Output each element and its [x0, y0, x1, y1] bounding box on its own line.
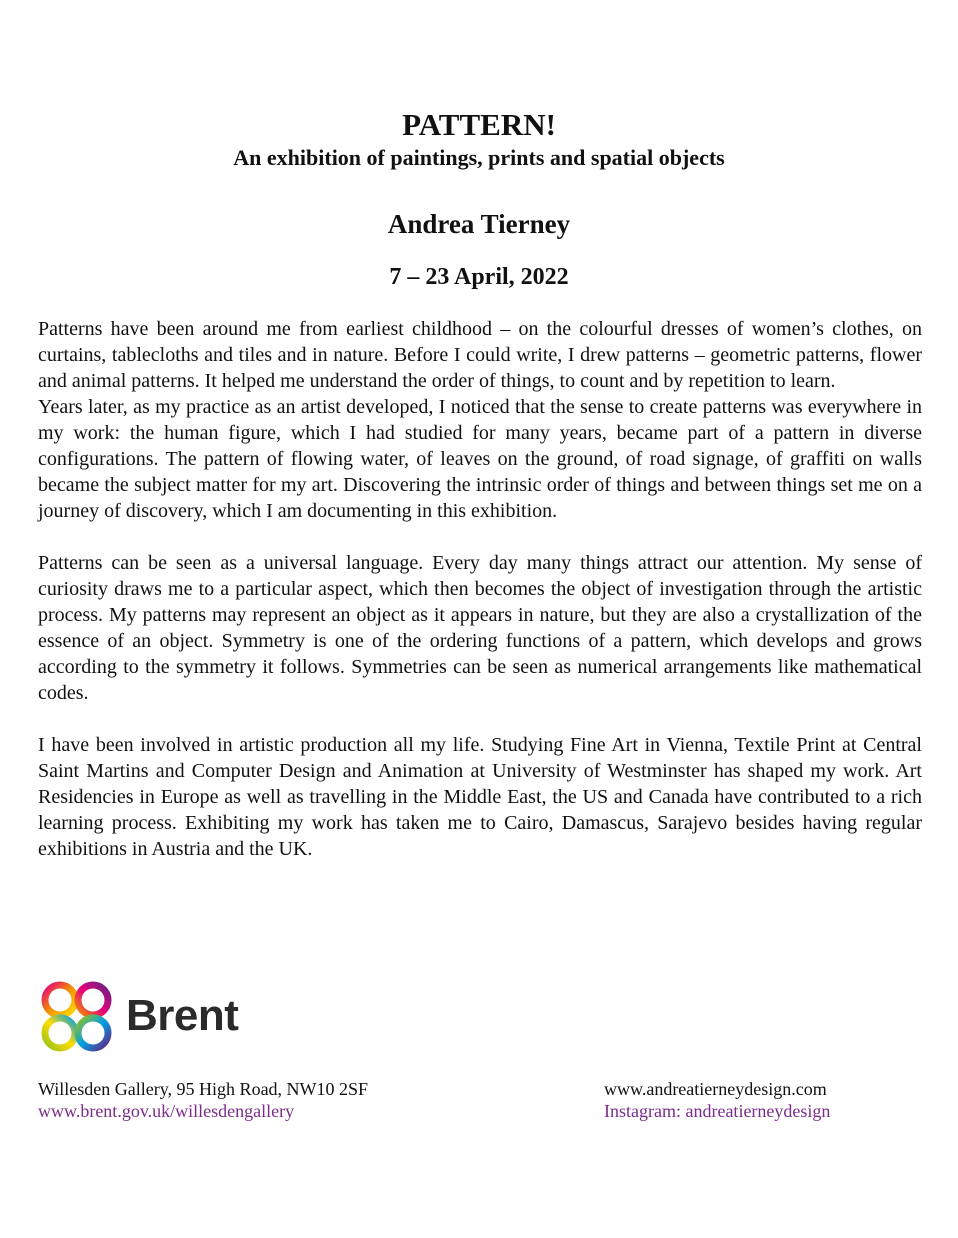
header — [0, 106, 958, 172]
paragraph-4: I have been involved in artistic production all my life. Studying Fine Art in Vienna, Textile Print at Central Saint Martins and Computer Design and Animation at University of Westminster has shaped my work. Art Residencies in Europe as well as travelling in the Middle East, the US and Canada have contributed to a rich learning process. Exhibiting my work has taken me to Cairo, Damascus, Sarajevo besides having regular exhibitions in Austria and the UK. — [38, 734, 922, 860]
brent-logo-text: Brent — [126, 991, 239, 1040]
gallery-address: Willesden Gallery, 95 High Road, NW10 2SF — [38, 1079, 369, 1099]
instagram-link[interactable]: Instagram: andreatierneydesign — [604, 1101, 831, 1121]
paragraph-1: Patterns have been around me from earliest childhood – on the colourful dresses of women’s clothes, on curtains, tablecloths and tiles and in nature. Before I could write, I drew patterns – geometric patterns, flower and animal patterns. It helped me understand the order of things, to count and by repetition to learn. — [38, 318, 922, 392]
brent-logo-icon — [38, 978, 118, 1058]
paragraph-2: Years later, as my practice as an artist developed, I noticed that the sense to create patterns was everywhere in my work: the human figure, which I had studied for many years, became part of a pattern in diverse configurations. The pattern of flowing water, of leaves on the ground, of road signage, of graffiti on walls became the subject matter for my art. Discovering the intrinsic order of things and between things set me on a journey of discovery, which I am documenting in this exhibition. — [38, 396, 922, 522]
gallery-website-link[interactable]: www.brent.gov.uk/willesdengallery — [38, 1101, 295, 1121]
footer-left — [38, 1078, 368, 1122]
footer-right — [604, 1078, 830, 1122]
brent-logo — [38, 978, 248, 1058]
artist-name: Andrea Tierney — [387, 209, 571, 239]
exhibition-dates: 7 – 23 April, 2022 — [389, 264, 569, 290]
page-title: PATTERN! — [402, 107, 556, 142]
paragraph-3: Patterns can be seen as a universal language. Every day many things attract our attention. My sense of curiosity draws me to a particular aspect, which then becomes the object of investigation through the artistic process. My patterns may represent an object as it appears in nature, but they are also a crystallization of the essence of an object. Symmetry is one of the ordering functions of a pattern, which develops and grows according to the symmetry it follows. Symmetries can be seen as numerical arrangements like mathematical codes. — [38, 552, 922, 704]
artist-website-link[interactable]: www.andreatierneydesign.com — [604, 1079, 827, 1099]
page-subtitle: An exhibition of paintings, prints and spatial objects — [233, 145, 725, 170]
body-text — [38, 316, 922, 862]
